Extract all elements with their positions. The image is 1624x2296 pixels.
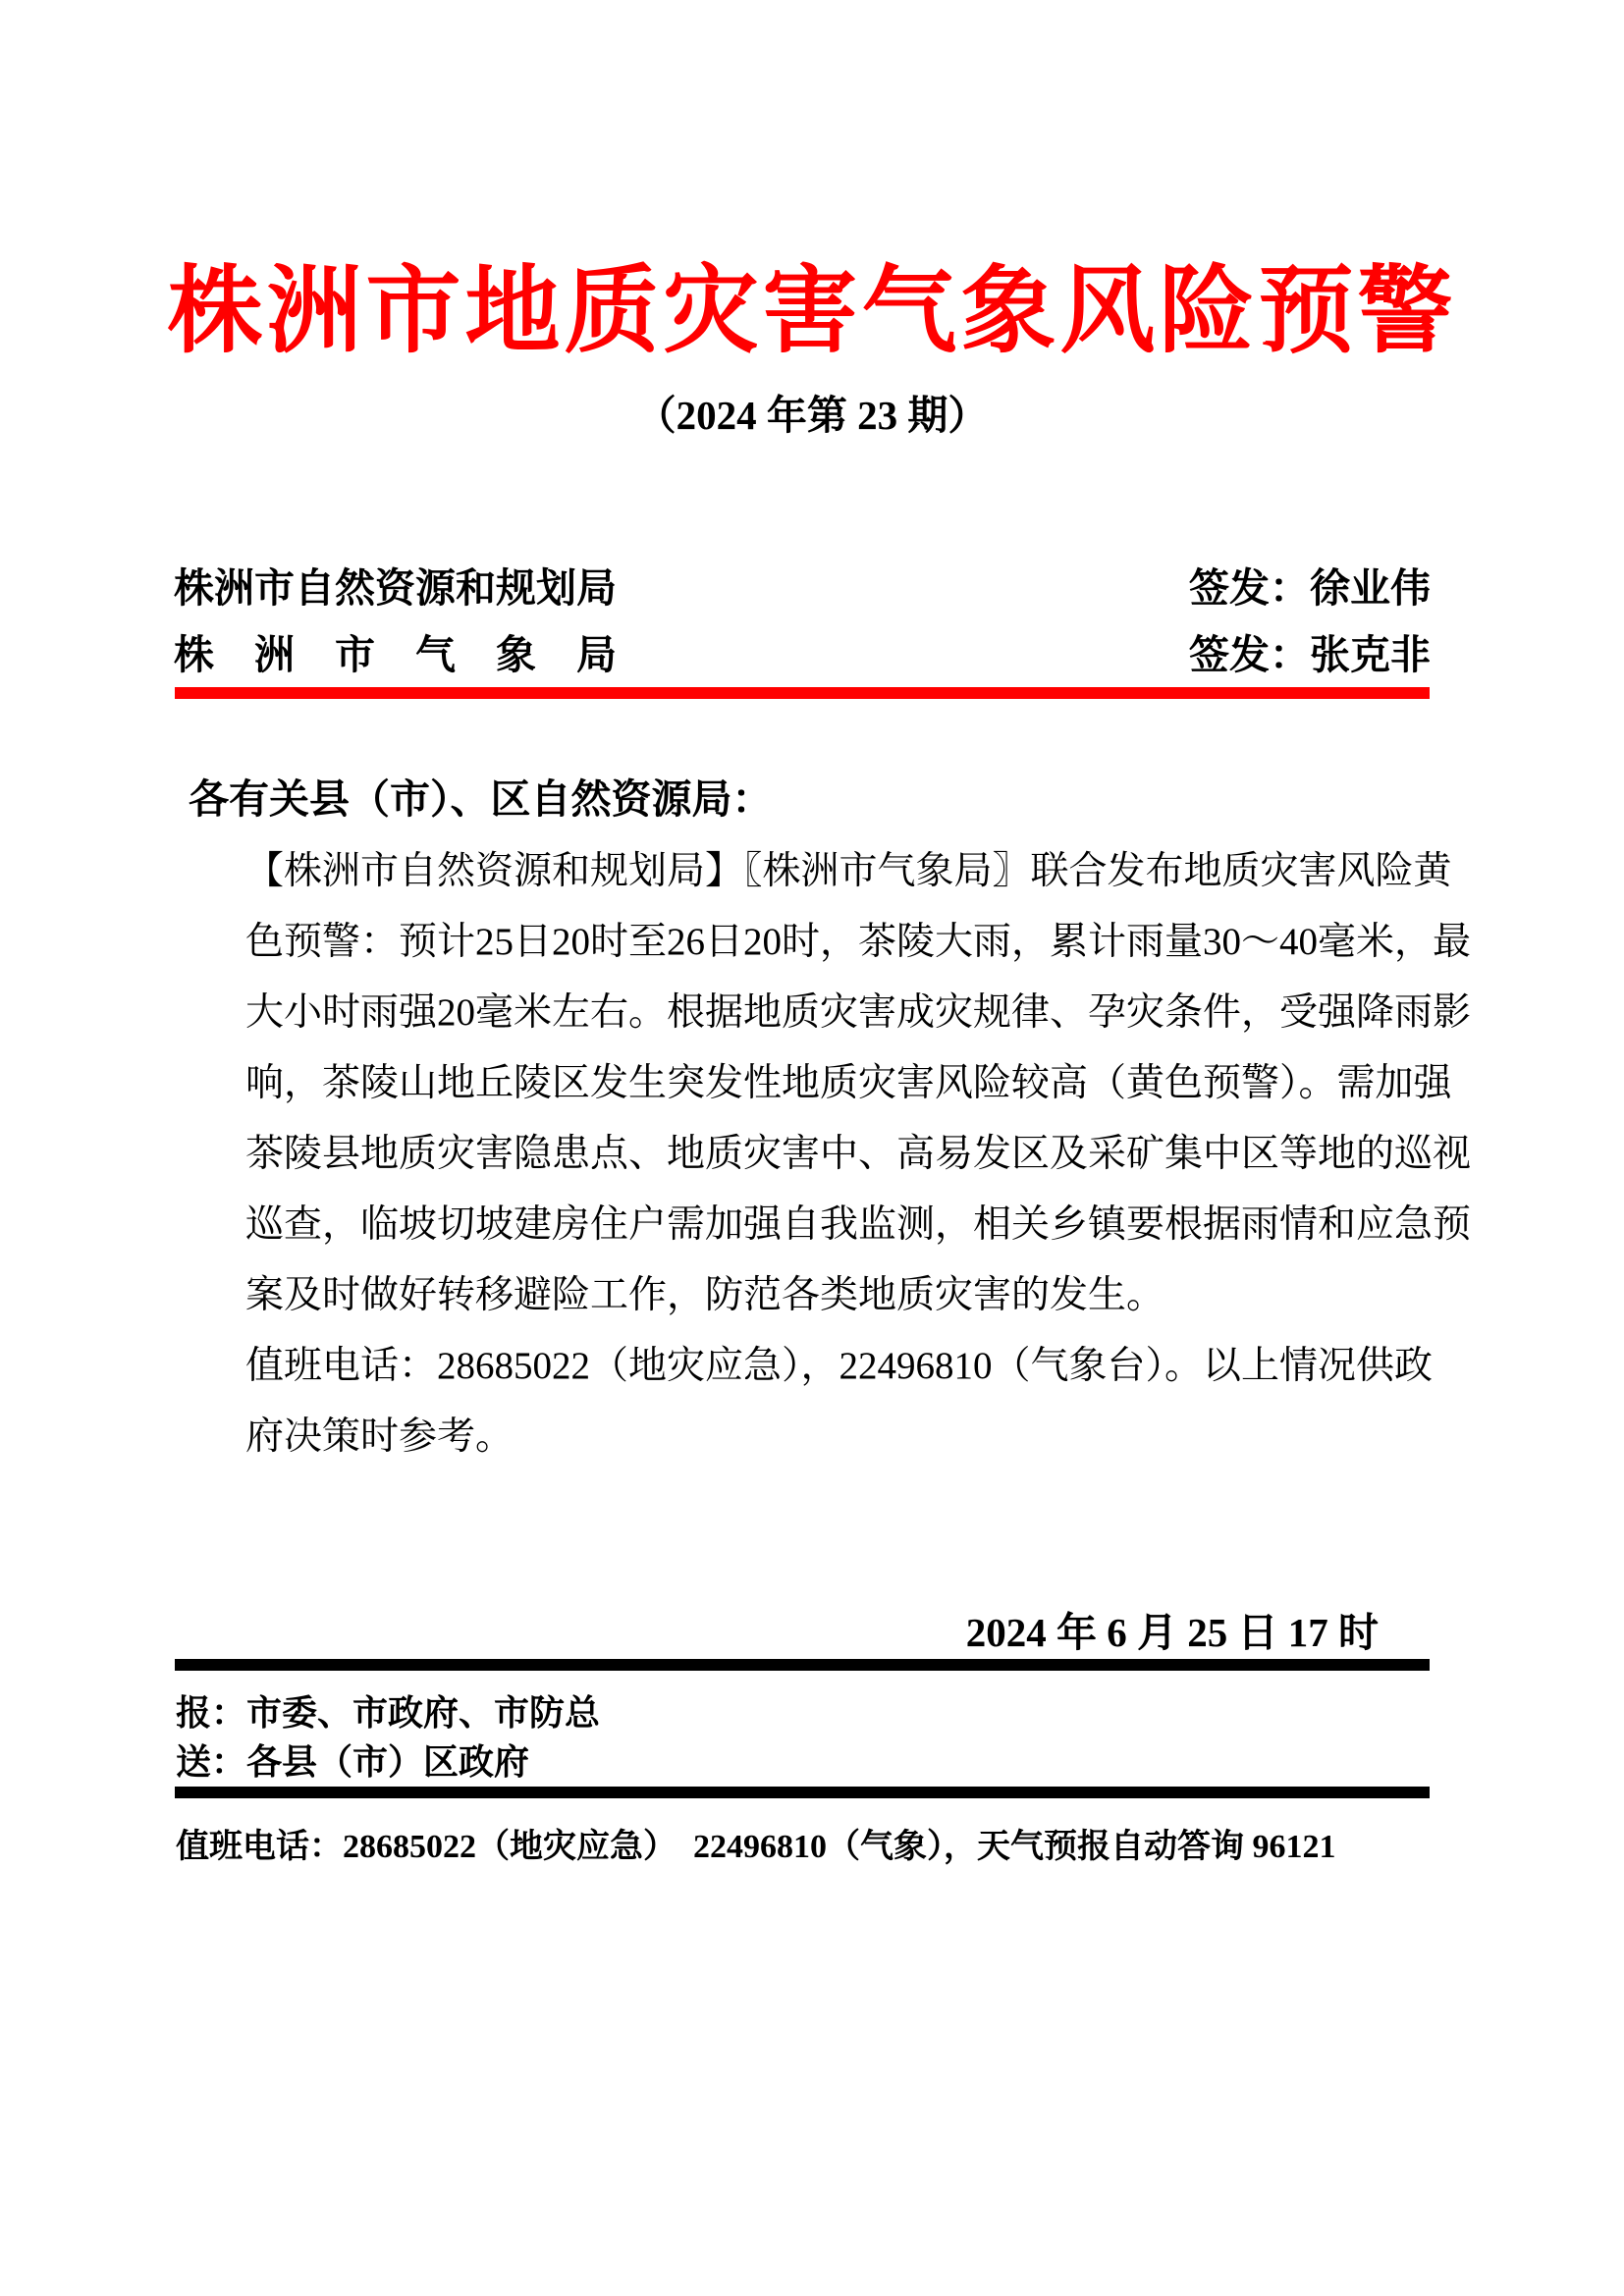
body-line: 府决策时参考。 bbox=[245, 1415, 514, 1458]
body-line: 茶陵县地质灾害隐患点、地质灾害中、高易发区及采矿集中区等地的巡视 bbox=[245, 1133, 1472, 1175]
signer-2: 签发：张克非 bbox=[1189, 632, 1431, 677]
org-name-meteorology: 株 洲 市 气 象 局 bbox=[174, 632, 617, 677]
body-line: 【株洲市自然资源和规划局】〖株洲市气象局〗联合发布地质灾害风险黄 bbox=[245, 850, 1452, 892]
document-title: 株洲市地质灾害气象风险预警 bbox=[167, 259, 1457, 364]
issue-datetime: 2024 年 6 月 25 日 17 时 bbox=[965, 1610, 1379, 1655]
body-line: 大小时雨强20毫米左右。根据地质灾害成灾规律、孕灾条件，受强降雨影 bbox=[245, 991, 1472, 1034]
org-name-natural-resources: 株洲市自然资源和规划局 bbox=[174, 565, 617, 611]
body-line: 色预警：预计25日20时至26日20时，茶陵大雨，累计雨量30～40毫米，最 bbox=[245, 921, 1472, 963]
issuer-row-1 bbox=[174, 556, 1431, 622]
body-line: 案及时做好转移避险工作，防范各类地质灾害的发生。 bbox=[245, 1274, 1165, 1316]
body-line: 响，茶陵山地丘陵区发生突发性地质灾害风险较高（黄色预警）。需加强 bbox=[245, 1062, 1452, 1104]
signer-1: 签发：徐业伟 bbox=[1189, 565, 1431, 611]
salutation: 各有关县（市）、区自然资源局： bbox=[189, 776, 773, 822]
issuer-row-2 bbox=[174, 622, 1431, 689]
red-divider-rule bbox=[175, 687, 1430, 699]
distribution-bottom-rule bbox=[175, 1787, 1430, 1798]
issuer-header bbox=[174, 556, 1431, 689]
distribution-list bbox=[176, 1688, 600, 1787]
body-line: 巡查，临坡切坡建房住户需加强自我监测，相关乡镇要根据雨情和应急预 bbox=[245, 1203, 1472, 1246]
issue-number: （2024 年第 23 期） bbox=[635, 393, 989, 438]
distribution-report-line: 报：市委、市政府、市防总 bbox=[176, 1693, 601, 1733]
distribution-send-line: 送：各县（市）区政府 bbox=[176, 1742, 530, 1782]
distribution-top-rule bbox=[175, 1659, 1430, 1671]
duty-phone-line: 值班电话：28685022（地灾应急） 22496810（气象），天气预报自动答询 96121 bbox=[176, 1829, 1336, 1865]
body-line: 值班电话：28685022（地灾应急），22496810（气象台）。以上情况供政 bbox=[245, 1345, 1434, 1387]
body-text bbox=[245, 836, 1472, 1472]
